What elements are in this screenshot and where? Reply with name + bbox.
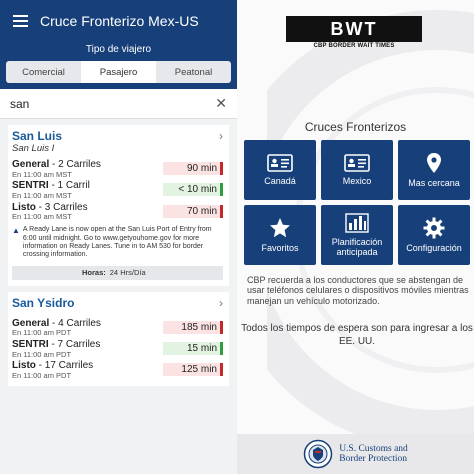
lane-count: - 2 Carriles: [49, 159, 101, 170]
wait-time-badge: 185 min: [163, 321, 223, 334]
lane-count: - 4 Carriles: [49, 317, 101, 329]
port-name: San Luis: [12, 129, 63, 143]
wait-time-badge: 90 min: [163, 162, 223, 175]
clear-search-icon[interactable]: ✕: [215, 95, 227, 111]
section-title: Cruces Fronterizos: [304, 120, 407, 134]
segment-pasajero[interactable]: Pasajero: [81, 61, 156, 83]
cbp-footer: [237, 434, 474, 474]
tile-advance-planning[interactable]: [321, 205, 393, 265]
port-notice: [12, 226, 223, 260]
tile-canada[interactable]: [244, 140, 316, 200]
cbp-name-line2: Border Protection: [339, 454, 407, 464]
map-pin-icon: [426, 152, 442, 174]
traveler-type-segments: [6, 61, 231, 83]
wait-time-badge: 15 min: [163, 342, 223, 355]
lane-update-time: En 11:00 am PDT: [12, 370, 72, 380]
wait-times-message: Todos los tiempos de espera son para ingresar a los EE. UU.: [241, 323, 473, 347]
hamburger-menu-icon[interactable]: [0, 15, 40, 27]
logo-caption: CBP BORDER WAIT TIMES: [313, 43, 395, 49]
id-card-icon: [344, 154, 370, 172]
lane-row: [12, 361, 223, 379]
lane-type: Listo: [12, 201, 36, 213]
warning-icon: ▲: [12, 226, 20, 236]
tile-label: Planificación anticipada: [331, 236, 383, 257]
port-subtitle: San Luis I: [12, 143, 55, 154]
dhs-seal-icon: [303, 439, 333, 469]
menu-grid: [244, 140, 470, 265]
tile-favorites[interactable]: [244, 205, 316, 265]
tile-label: Canadá: [264, 175, 296, 186]
bwt-logo: [286, 16, 422, 52]
search-input[interactable]: san: [10, 96, 30, 111]
bar-chart-icon: [345, 213, 369, 233]
hours-value: 24 Hrs/Día: [109, 268, 146, 278]
lane-count: - 7 Carriles: [48, 339, 101, 351]
lane-row: [12, 181, 223, 199]
tile-label: Configuración: [406, 242, 462, 253]
lane-count: - 1 Carril: [48, 180, 90, 192]
lane-update-time: En 11:00 am MST: [12, 169, 72, 179]
chevron-right-icon[interactable]: ›: [219, 295, 223, 310]
lane-row: [12, 340, 223, 358]
cbp-name-line1: U.S. Customs and: [339, 443, 408, 454]
app-bar: [0, 0, 237, 42]
lane-type: Listo: [12, 360, 36, 372]
tile-settings[interactable]: [398, 205, 470, 265]
lane-count: - 17 Carriles: [35, 360, 94, 372]
traveler-type-label: Tipo de viajero: [85, 44, 152, 55]
tile-label: Mexico: [342, 175, 372, 186]
search-bar[interactable]: [0, 89, 237, 119]
safety-message: CBP recuerda a los conductores que se abstengan de usar teléfonos celulares o dispositivos móviles mientras manejan un vehículo motorizado.: [247, 275, 469, 306]
port-name: San Ysidro: [12, 295, 75, 310]
lane-type: General: [12, 317, 50, 329]
hours-bar: [12, 266, 223, 280]
lane-update-time: En 11:00 am PDT: [12, 349, 72, 359]
tile-label: Mas cercana: [408, 177, 460, 188]
right-panel: [237, 0, 474, 474]
segment-peatonal[interactable]: Peatonal: [174, 66, 213, 78]
lane-row: [12, 203, 223, 221]
app-title: Cruce Fronterizo Mex-US: [40, 13, 199, 29]
tile-nearest[interactable]: [398, 140, 470, 200]
star-icon: [269, 217, 291, 239]
notice-text: A Ready Lane is now open at the San Luis Port of Entry from 6:00 until midnight. Go to www.getyouhome.gov for more information on Ready Lanes. Tune in to AM 530 for border crossing information.: [22, 226, 212, 259]
lane-type: SENTRI: [12, 180, 49, 192]
port-card-san-ysidro[interactable]: [8, 292, 229, 386]
tile-mexico[interactable]: [321, 140, 393, 200]
wait-time-badge: 125 min: [163, 363, 223, 376]
wait-time-badge: 70 min: [163, 205, 223, 218]
traveler-type-bar: [0, 42, 237, 89]
lane-row: [12, 319, 223, 337]
logo-text: BWT: [330, 18, 378, 39]
lane-type: SENTRI: [12, 339, 49, 351]
chevron-right-icon[interactable]: ›: [219, 129, 223, 143]
segment-comercial[interactable]: Comercial: [22, 66, 65, 78]
tile-label: Favoritos: [261, 242, 299, 253]
wait-time-badge: < 10 min: [163, 183, 223, 196]
lane-update-time: En 11:00 am MST: [12, 212, 72, 222]
id-card-icon: [267, 154, 293, 172]
lane-update-time: En 11:00 am MST: [12, 190, 72, 200]
lane-count: - 3 Carriles: [35, 201, 88, 213]
lane-row: [12, 160, 223, 178]
gear-icon: [423, 217, 445, 239]
lane-type: General: [12, 159, 50, 170]
port-card-san-luis[interactable]: [8, 125, 229, 286]
hours-label: Horas:: [82, 268, 106, 278]
lane-update-time: En 11:00 am PDT: [12, 328, 72, 338]
